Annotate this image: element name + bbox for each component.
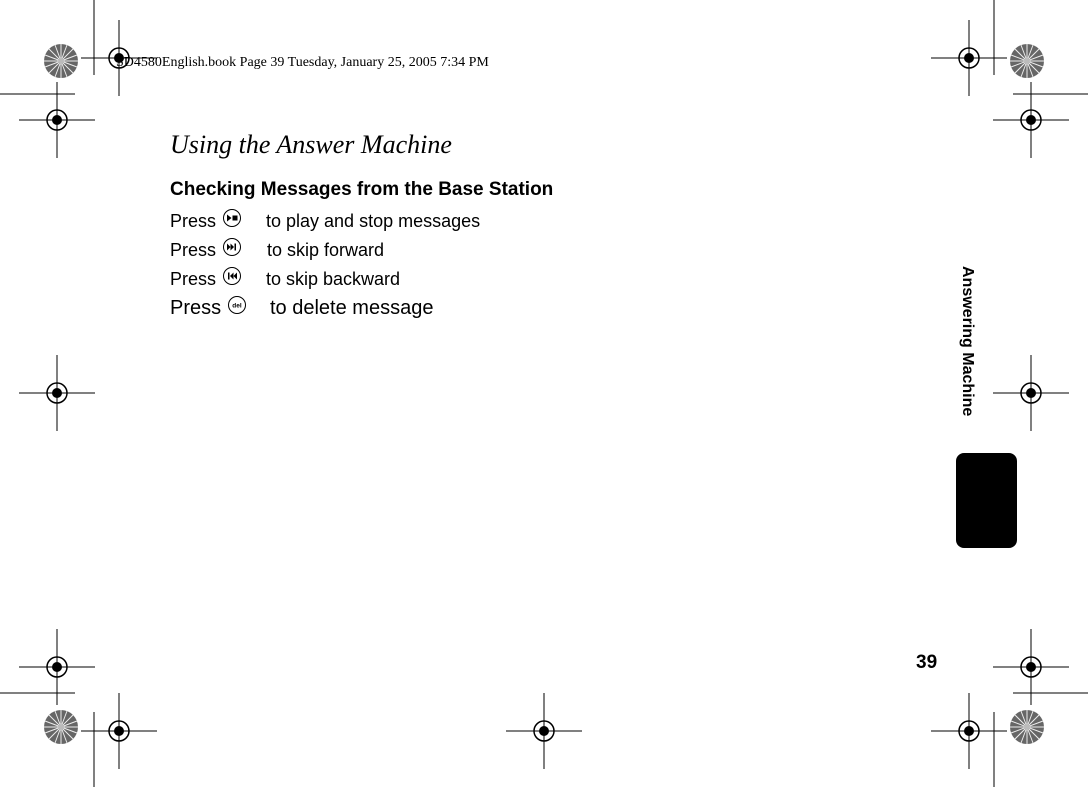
press-label: Press xyxy=(170,297,222,319)
book-header-info: SD4580English.book Page 39 Tuesday, January 25, 2005 7:34 PM xyxy=(116,55,489,70)
chapter-tab-marker xyxy=(956,453,1017,548)
page-title: Using the Answer Machine xyxy=(170,130,452,159)
step-description: to skip backward xyxy=(266,269,401,289)
press-label: Press xyxy=(170,269,217,289)
delete-icon xyxy=(227,295,247,315)
press-label: Press xyxy=(170,240,217,260)
page-number: 39 xyxy=(916,652,938,673)
press-label: Press xyxy=(170,211,217,231)
step-description: to skip forward xyxy=(267,240,385,260)
step-description: to play and stop messages xyxy=(266,211,481,231)
skip-backward-icon xyxy=(222,266,242,286)
play-stop-icon xyxy=(222,208,242,228)
chapter-tab-label: Answering Machine xyxy=(959,266,976,417)
skip-forward-icon xyxy=(222,237,242,257)
delete-icon-label: del xyxy=(232,302,242,310)
step-description: to delete message xyxy=(270,297,434,319)
section-heading: Checking Messages from the Base Station xyxy=(170,179,554,200)
